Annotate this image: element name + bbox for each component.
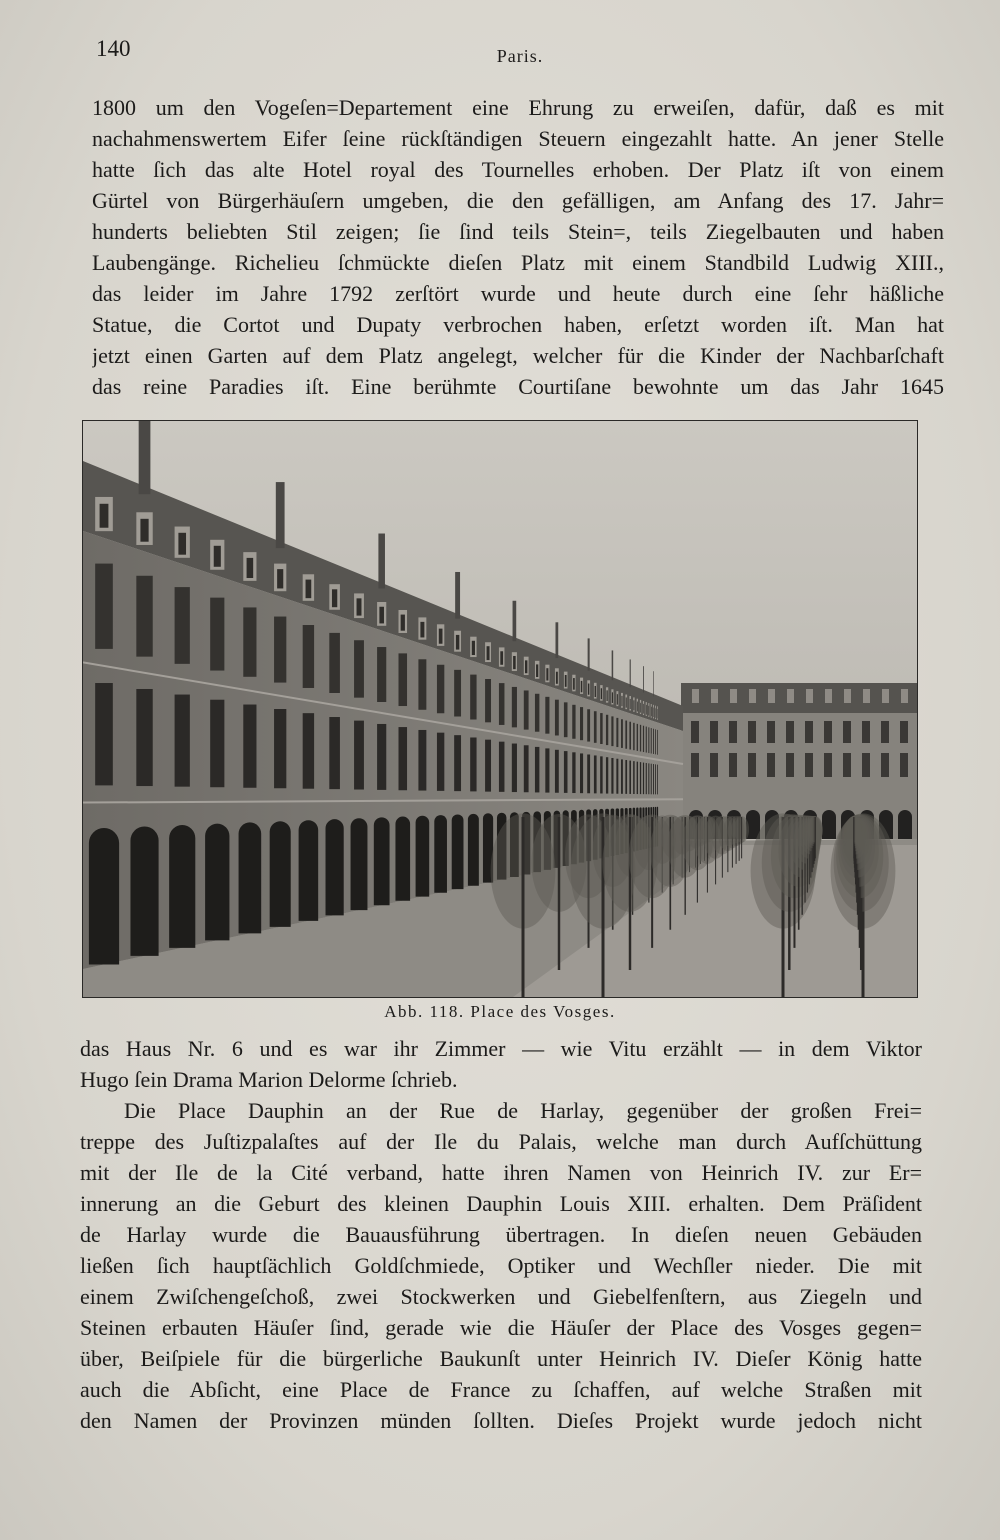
dormer-window — [214, 546, 221, 567]
figure-caption: Abb. 118. Place des Vosges. — [384, 1002, 616, 1021]
text-line: 1800 um den Vogeſen=Departement eine Ehrung zu erweiſen, dafür, daß es mit — [92, 95, 944, 120]
middle-window — [136, 689, 152, 786]
upper-window — [470, 675, 476, 720]
middle-window — [625, 760, 627, 794]
upper-window — [545, 697, 549, 734]
chimney — [630, 659, 631, 687]
running-title: Paris. — [496, 46, 544, 66]
far-window — [824, 721, 832, 743]
dormer-window — [546, 668, 548, 680]
middle-window — [651, 764, 652, 795]
upper-window — [611, 716, 613, 746]
dormer-window — [247, 558, 254, 578]
dormer-window — [640, 703, 641, 713]
dormer-window — [595, 686, 596, 697]
dormer-window — [643, 704, 644, 714]
upper-window — [377, 647, 386, 702]
dormer-window — [401, 615, 405, 631]
dormer-window — [612, 692, 613, 703]
far-window — [900, 753, 908, 777]
upper-window — [418, 659, 426, 709]
middle-window — [600, 756, 602, 793]
dormer-window — [332, 589, 337, 607]
far-window — [729, 753, 737, 777]
text-line: hatte ſich das alte Hotel royal des Tournelles erhoben. Der Platz iſt von einem — [92, 157, 944, 182]
middle-window — [545, 748, 549, 792]
arcade-arch — [239, 822, 262, 933]
middle-window — [512, 744, 517, 793]
far-window — [805, 753, 813, 777]
upper-window — [621, 719, 623, 748]
dormer-window — [420, 622, 424, 638]
upper-window — [646, 727, 647, 753]
text-line: jetzt einen Garten auf dem Platz angelegt, welcher für die Kinder der Nachbarſchaft — [92, 343, 944, 368]
dormer-window — [646, 705, 647, 715]
middle-window — [643, 763, 644, 795]
middle-window — [648, 763, 649, 794]
upper-window — [637, 724, 638, 751]
dormer-window — [588, 684, 589, 695]
chimney — [455, 572, 460, 619]
dormer-window — [556, 672, 558, 684]
middle-window — [621, 759, 623, 793]
chimney — [139, 421, 151, 494]
far-window — [843, 721, 851, 743]
chimney — [588, 638, 590, 670]
upper-window — [600, 713, 602, 744]
chimney — [643, 666, 644, 692]
far-window — [786, 753, 794, 777]
text-line: Steinen erbauten Häuſer ſind, gerade wie die Häuſer der Place des Vosges gegen= — [80, 1315, 922, 1340]
dormer-window — [630, 699, 631, 709]
text-line: über, Beiſpiele für die bürgerliche Baukunſt unter Heinrich IV. Dieſer König hatte — [80, 1346, 922, 1371]
chimney — [378, 534, 385, 589]
far-dormer — [787, 689, 794, 703]
upper-window — [437, 665, 444, 713]
upper-window — [651, 728, 652, 753]
far-window — [805, 721, 813, 743]
far-window — [710, 753, 718, 777]
upper-window — [643, 726, 644, 752]
far-window — [881, 721, 889, 743]
middle-window — [653, 764, 654, 794]
upper-window — [657, 730, 658, 755]
middle-window — [95, 683, 113, 785]
dormer-window — [525, 660, 527, 673]
dormer-window — [637, 702, 638, 712]
dormer-window — [500, 651, 503, 665]
middle-window — [572, 752, 575, 793]
upper-window — [555, 700, 559, 736]
arcade-arch — [351, 818, 368, 910]
text-line: Die Place Dauphin an der Rue de Harlay, gegenüber der großen Frei= — [124, 1098, 922, 1123]
far-window — [824, 753, 832, 777]
middle-window — [629, 761, 631, 794]
text-line: Hugo ſein Drama Marion Delorme ſchrieb. — [80, 1067, 458, 1092]
upper-window — [243, 607, 256, 676]
dormer-window — [581, 681, 583, 692]
text-line: Gürtel von Bürgerhäuſern umgeben, die den gefälligen, am Anfang des 17. Jahr= — [92, 188, 944, 213]
upper-window — [629, 722, 631, 750]
upper-window — [616, 718, 618, 747]
far-dormer — [844, 689, 851, 703]
upper-window — [95, 564, 113, 649]
arcade-arch — [434, 815, 447, 893]
upper-window — [535, 694, 539, 732]
far-arch — [898, 810, 912, 839]
dormer-window — [357, 598, 362, 615]
body-text-bottom — [80, 1033, 922, 1436]
arcade-arch — [395, 817, 410, 901]
upper-window — [625, 721, 627, 749]
middle-window — [329, 717, 340, 789]
arcade-arch — [374, 817, 390, 905]
dormer-window — [306, 580, 312, 599]
middle-window — [377, 724, 386, 790]
far-window — [862, 721, 870, 743]
far-window — [786, 721, 794, 743]
far-dormer — [749, 689, 756, 703]
middle-window — [637, 762, 638, 794]
far-dormer — [863, 689, 870, 703]
text-line: de Harlay wurde die Bauausführung übertragen. In dieſen neuen Gebäuden — [80, 1222, 922, 1247]
far-dormer — [730, 689, 737, 703]
far-dormer — [768, 689, 775, 703]
upper-window — [485, 679, 491, 722]
upper-window — [580, 707, 583, 740]
far-window — [900, 721, 908, 743]
middle-window — [606, 757, 608, 793]
text-line: treppe des Juſtizpalaſtes auf der Ile du Palais, welche man durch Aufſchüttung — [80, 1129, 922, 1154]
body-text-top — [92, 92, 944, 402]
middle-window — [640, 762, 641, 794]
text-line: einem Zwiſchengeſchoß, zwei Stockwerken und Giebelfenſtern, aus Ziegeln und — [80, 1284, 922, 1309]
chimney — [612, 650, 614, 680]
dormer-window — [513, 656, 516, 669]
arcade-arch — [270, 821, 291, 927]
text-line: den Namen der Provinzen münden ſollten. Dieſes Projekt wurde jedoch nicht — [80, 1408, 922, 1433]
dormer-window — [617, 694, 618, 704]
chimney — [555, 622, 558, 658]
upper-window — [572, 705, 575, 739]
upper-window — [606, 715, 608, 745]
upper-window — [210, 598, 224, 671]
middle-window — [399, 727, 408, 790]
dormer-window — [277, 569, 283, 588]
upper-window — [136, 576, 152, 657]
page-number: 140 — [96, 36, 131, 61]
middle-window — [524, 745, 529, 792]
far-window — [691, 721, 699, 743]
far-dormer — [825, 689, 832, 703]
text-line: nachahmenswertem Eifer ſeine rückſtändigen Steuern eingezahlt hatte. An jener Stelle — [92, 126, 944, 151]
upper-window — [640, 725, 641, 752]
upper-window — [524, 690, 529, 729]
middle-window — [564, 751, 568, 793]
dormer-window — [140, 519, 148, 542]
dormer-window — [100, 504, 109, 528]
far-dormer — [711, 689, 718, 703]
dormer-window — [607, 690, 608, 701]
far-window — [748, 721, 756, 743]
arcade-arch — [416, 816, 430, 897]
dormer-window — [621, 696, 622, 706]
text-line: das leider im Jahre 1792 zerſtört wurde und heute durch eine ſehr häßliche — [92, 281, 944, 306]
text-line: mit der Ile de la Cité verband, hatte ihren Namen von Heinrich IV. zur Er= — [80, 1160, 922, 1185]
middle-window — [470, 737, 476, 791]
text-line: innerung an die Geburt des kleinen Dauphin Louis XIII. erhalten. Dem Präſident — [80, 1191, 922, 1216]
arcade-arch — [326, 819, 344, 915]
text-line: das reine Paradies iſt. Eine berühmte Courtiſane bewohnte um das Jahr 1645 — [92, 374, 944, 399]
middle-window — [243, 705, 256, 788]
middle-window — [210, 700, 224, 788]
far-window — [691, 753, 699, 777]
photo-drawing — [83, 421, 917, 997]
far-dormer — [901, 689, 908, 703]
dormer-window — [626, 697, 627, 707]
middle-window — [454, 735, 461, 791]
upper-window — [648, 727, 649, 753]
middle-window — [611, 758, 613, 794]
chimney — [513, 601, 517, 641]
dormer-window — [649, 706, 650, 716]
far-arch — [822, 810, 836, 839]
far-window — [767, 753, 775, 777]
middle-window — [587, 754, 590, 793]
upper-window — [175, 587, 190, 664]
chimney — [276, 482, 285, 548]
middle-window — [354, 721, 364, 790]
chimney — [653, 671, 654, 696]
upper-window — [653, 729, 654, 754]
middle-window — [175, 695, 190, 787]
far-window — [748, 753, 756, 777]
far-window — [881, 753, 889, 777]
middle-window — [616, 759, 618, 794]
arcade-arch — [205, 824, 229, 941]
dormer-window — [565, 675, 567, 687]
text-line: hunderts beliebten Stil zeigen; ſie ſind teils Stein=, teils Ziegelbauten und haben — [92, 219, 944, 244]
upper-window — [633, 723, 634, 750]
text-line: das Haus Nr. 6 und es war ihr Zimmer — wie Vitu erzählt — in dem Viktor — [80, 1036, 922, 1061]
dormer-window — [634, 700, 635, 710]
middle-window — [655, 764, 656, 794]
text-line: Laubengänge. Richelieu ſchmückte dieſen Platz mit einem Standbild Ludwig XIII., — [92, 250, 944, 275]
middle-window — [535, 747, 539, 793]
dormer-window — [536, 664, 538, 677]
middle-window — [418, 730, 426, 791]
far-window — [767, 721, 775, 743]
upper-window — [564, 702, 568, 737]
photo-place-des-vosges — [82, 420, 918, 998]
arcade-arch — [452, 814, 464, 889]
text-line: Statue, die Cortot und Dupaty verbrochen haben, erſetzt worden iſt. Man hat — [92, 312, 944, 337]
far-window — [843, 753, 851, 777]
middle-window — [646, 763, 647, 794]
middle-window — [657, 765, 658, 795]
middle-window — [555, 750, 559, 793]
far-dormer — [806, 689, 813, 703]
middle-window — [594, 755, 597, 793]
middle-window — [633, 761, 634, 794]
arcade-arch — [130, 826, 158, 955]
upper-window — [512, 687, 517, 727]
dormer-window — [573, 678, 575, 690]
arcade-arch — [169, 825, 195, 948]
far-window — [729, 721, 737, 743]
arcade-arch — [299, 820, 319, 921]
arcade-arch — [468, 814, 479, 886]
dormer-window — [456, 635, 459, 650]
upper-window — [594, 711, 597, 743]
arcade-arch — [89, 828, 119, 964]
dormer-window — [178, 533, 186, 555]
upper-window — [587, 709, 590, 741]
upper-window — [354, 640, 364, 697]
dormer-window — [472, 641, 475, 655]
far-window — [710, 721, 718, 743]
upper-window — [274, 617, 286, 683]
middle-window — [485, 740, 491, 792]
middle-window — [580, 753, 583, 793]
text-line: ließen ſich hauptſächlich Goldſchmiede, Optiker und Wechſler nieder. Die mit — [80, 1253, 922, 1278]
upper-window — [655, 729, 656, 754]
far-window — [862, 753, 870, 777]
upper-window — [329, 633, 340, 693]
middle-window — [303, 713, 314, 789]
upper-window — [454, 670, 461, 717]
dormer-window — [439, 629, 443, 644]
dormer-window — [379, 607, 384, 624]
middle-window — [437, 733, 444, 791]
upper-window — [499, 683, 505, 725]
upper-window — [303, 625, 314, 688]
upper-window — [399, 653, 408, 706]
text-line: auch die Abſicht, eine Place de France zu ſchaffen, auf welche Straßen mit — [80, 1377, 922, 1402]
far-dormer — [692, 689, 699, 703]
dormer-window — [601, 688, 602, 699]
far-dormer — [882, 689, 889, 703]
dormer-window — [487, 646, 490, 660]
middle-window — [274, 709, 286, 788]
middle-window — [499, 742, 505, 792]
